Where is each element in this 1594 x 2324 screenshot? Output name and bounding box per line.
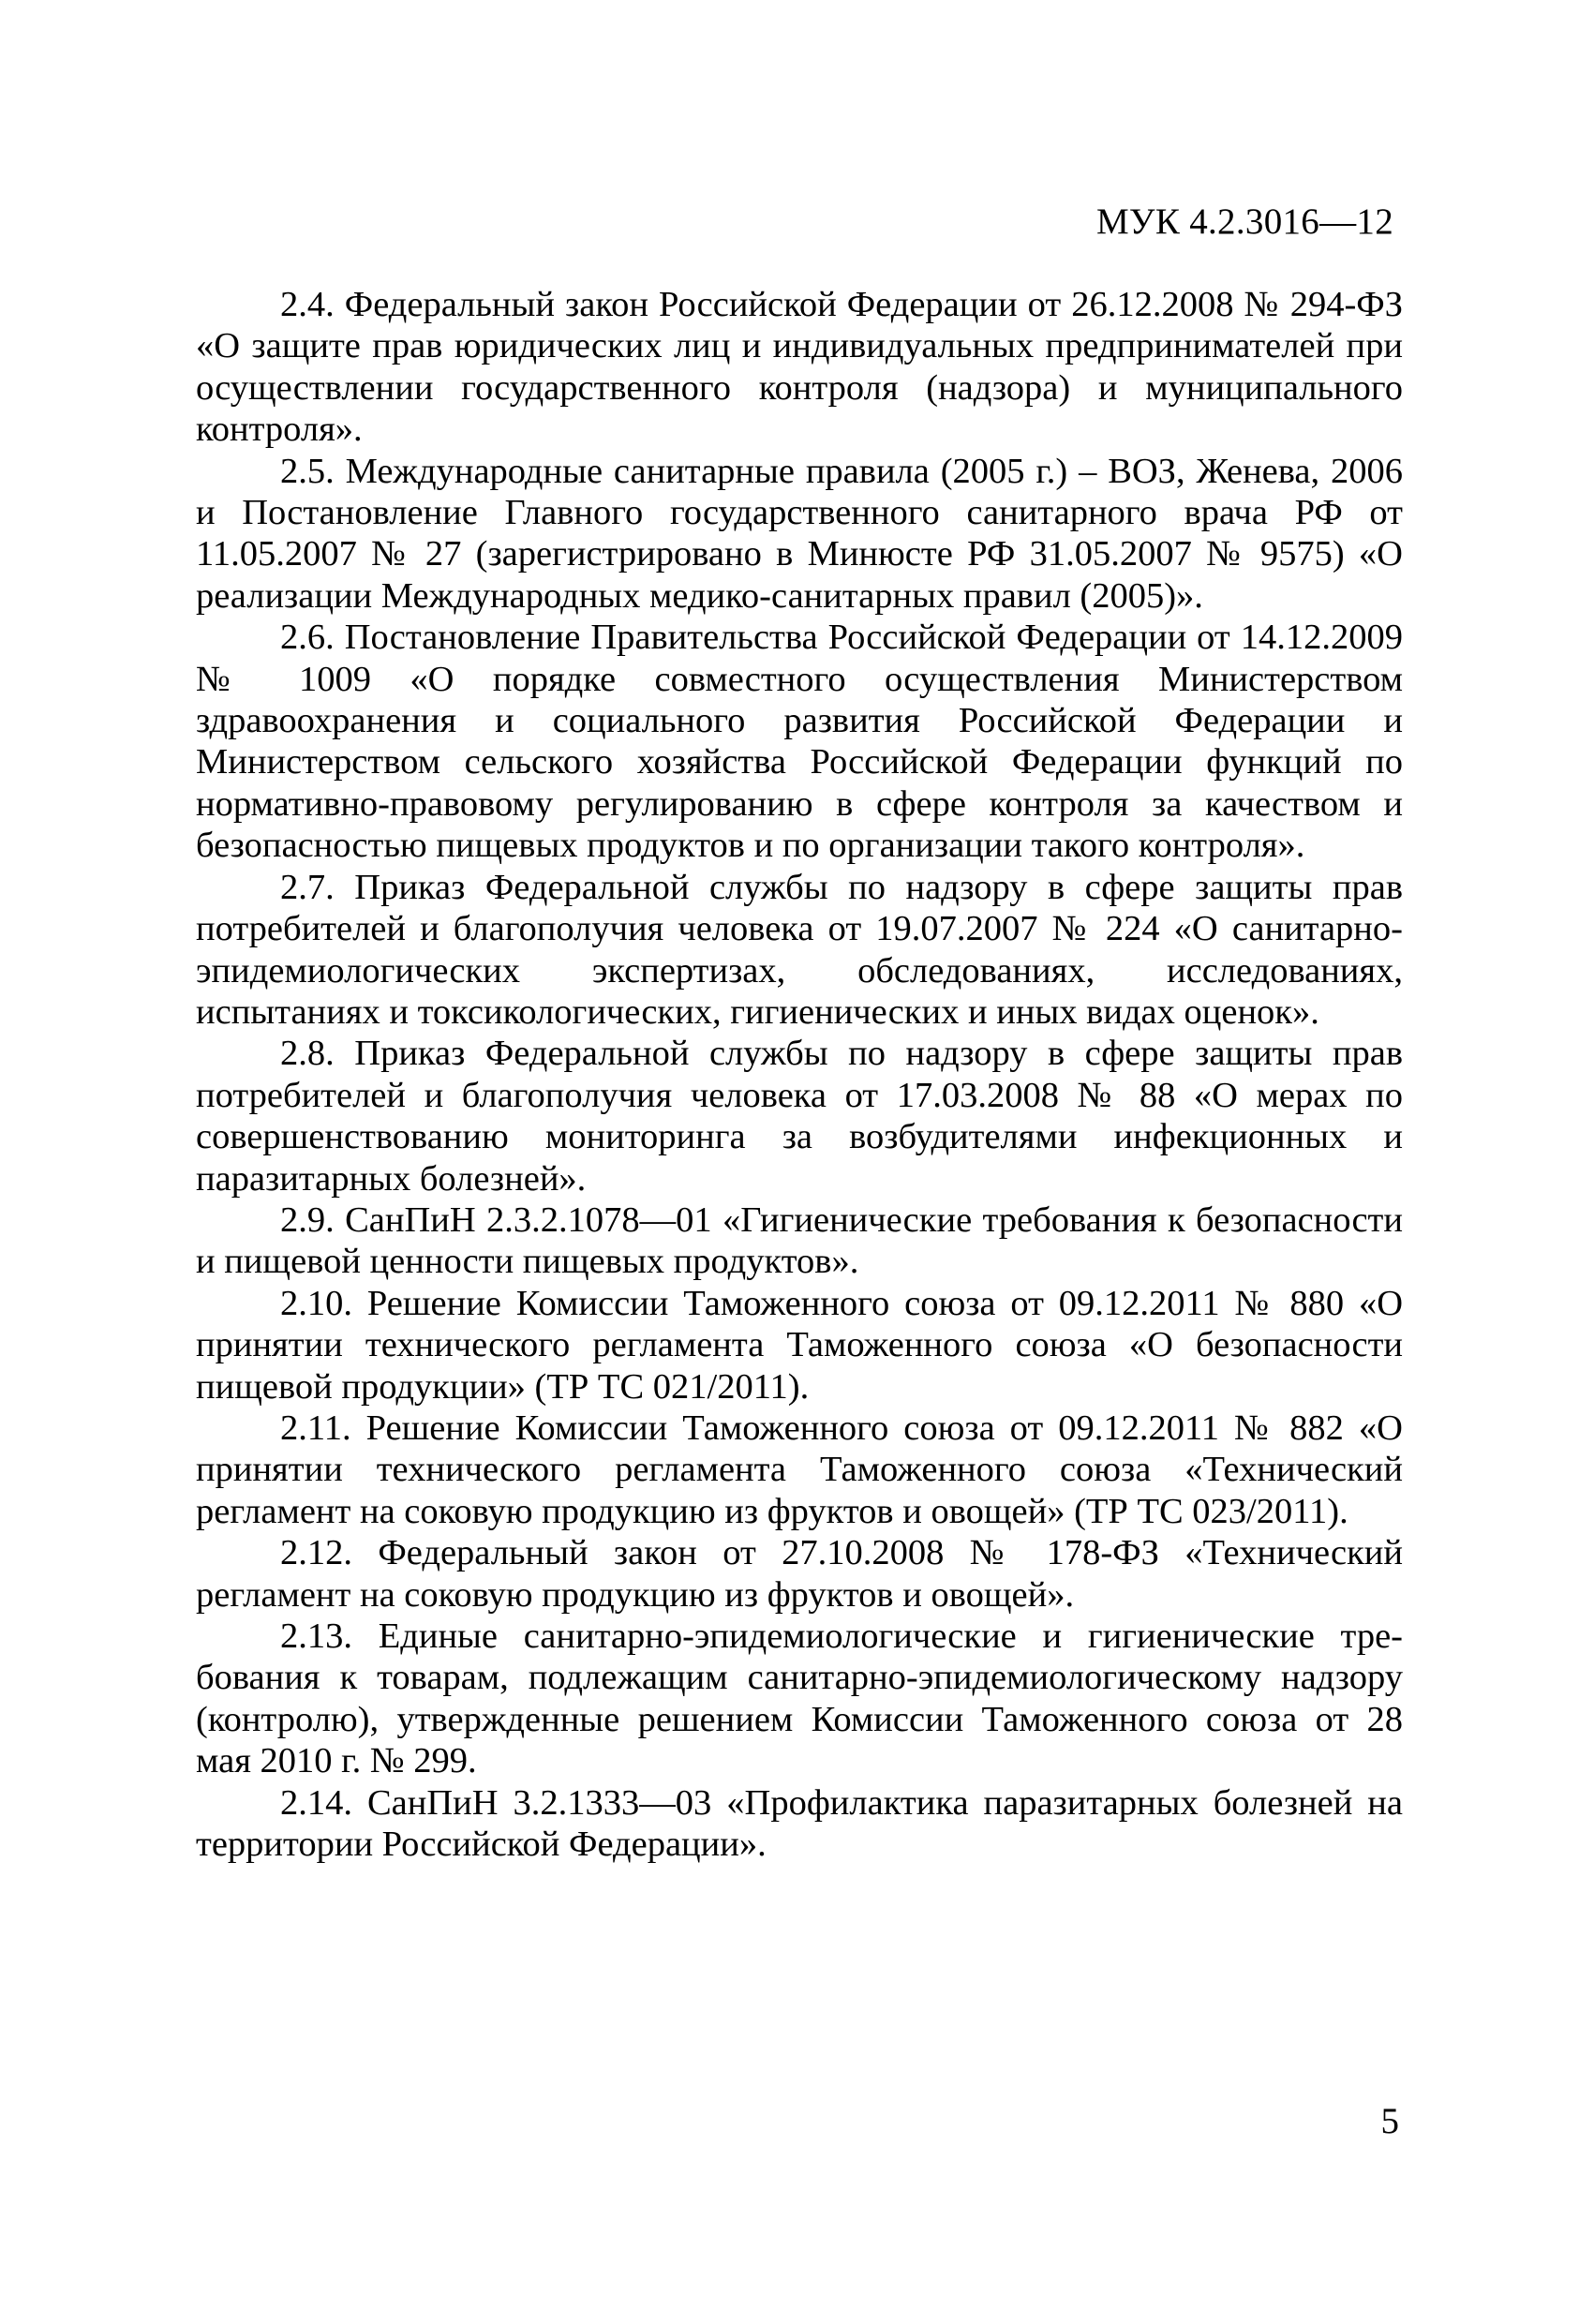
paragraph-2-5: 2.5. Международные санитарные правила (2005 г.) – ВОЗ, Женева, 2006 и Постановление Главного государственного санитарного врача РФ от 11.05.2007 № 27 (зарегистрировано в Минюсте РФ 31.05.2007 № 9575) «О реализации Международных медико-санитарных правил (2005)».: [196, 451, 1403, 616]
paragraph-2-10: 2.10. Решение Комиссии Таможенного союза от 09.12.2011 № 880 «О принятии технического регламента Таможенного союза «О безопасности пищевой продукции» (ТР ТС 021/2011).: [196, 1283, 1403, 1407]
document-body: [196, 284, 1403, 1865]
paragraph-2-7: 2.7. Приказ Федеральной службы по надзору в сфере защиты прав потребителей и благополучия человека от 19.07.2007 № 224 «О санитарно-эпидемиологических экспертизах, обследованиях, исследованиях, испытаниях и токсикологических, гигиенических и иных видах оценок».: [196, 867, 1403, 1032]
paragraph-2-14: 2.14. СанПиН 3.2.1333—03 «Профилактика паразитарных болезней на территории Российской Федерации».: [196, 1782, 1403, 1865]
paragraph-2-6: 2.6. Постановление Правительства Российской Федерации от 14.12.2009 № 1009 «О порядке совместного осуществления Министерством здравоохранения и социального развития Российской Федерации и Министерством сельского хозяйства Российской Федерации функций по нормативно-правовому регулированию в сфере контроля за качеством и безопасностью пищевых продуктов и по организации такого контроля».: [196, 618, 1403, 866]
paragraph-2-9: 2.9. СанПиН 2.3.2.1078—01 «Гигиенические требования к безопасности и пищевой ценности пищевых продуктов».: [196, 1199, 1403, 1282]
document-code: МУК 4.2.3016—12: [1095, 201, 1393, 242]
paragraph-2-8: 2.8. Приказ Федеральной службы по надзору в сфере защиты прав потребителей и благополучия человека от 17.03.2008 № 88 «О мерах по совершенствованию мониторинга за возбудителями инфекционных и паразитарных болезней».: [196, 1034, 1403, 1199]
page-number: 5: [1380, 2101, 1399, 2141]
paragraph-2-11: 2.11. Решение Комиссии Таможенного союза от 09.12.2011 № 882 «О принятии технического регламента Таможенного союза «Технический регламент на соковую продукцию из фруктов и овощей» (ТР ТС 023/2011).: [196, 1408, 1403, 1531]
paragraph-2-4: 2.4. Федеральный закон Российской Федерации от 26.12.2008 № 294-ФЗ «О защите прав юридических лиц и индивидуальных предпринимателей при осуществлении государственного контроля (надзора) и муниципального контроля».: [196, 285, 1403, 450]
paragraph-2-13: 2.13. Единые санитарно-эпидемиологические и гигиенические требования к товарам, подлежащим санитарно-эпидемиологическому надзору (контролю), утвержденные решением Комиссии Таможенного союза от 28 мая 2010 г. № 299.: [196, 1616, 1403, 1781]
paragraph-2-12: 2.12. Федеральный закон от 27.10.2008 № 178-ФЗ «Технический регламент на соковую продукцию из фруктов и овощей».: [196, 1533, 1403, 1615]
